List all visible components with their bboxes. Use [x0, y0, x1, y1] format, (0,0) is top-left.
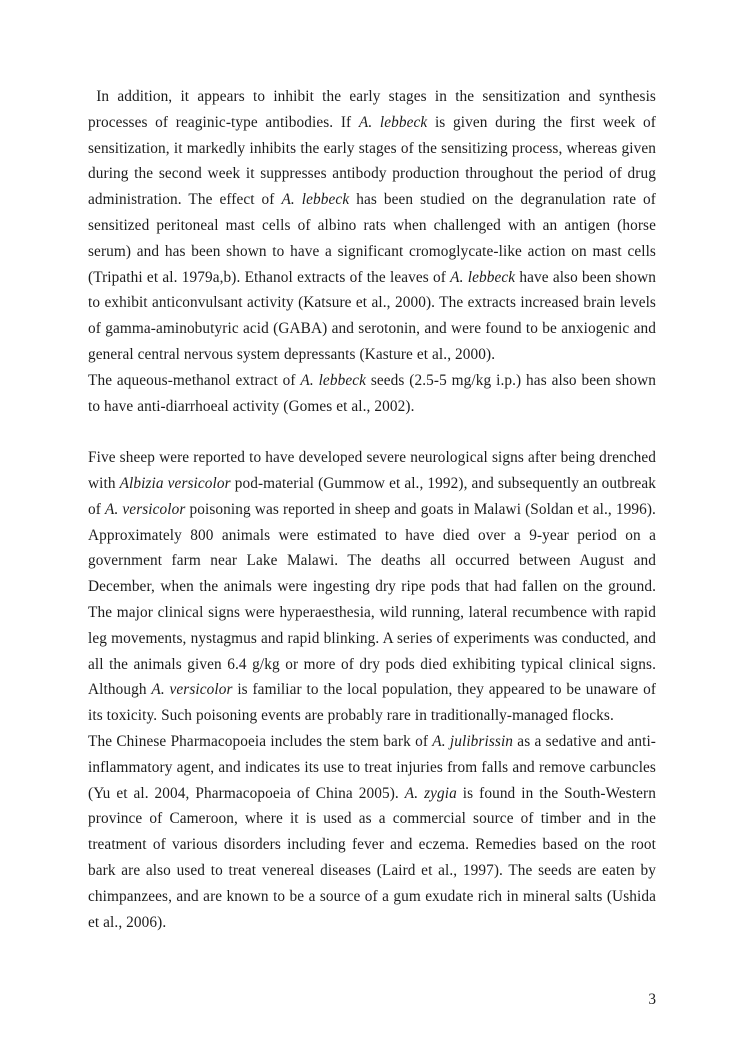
paragraph-2	[88, 368, 660, 420]
body-text: is given during the first week of sensitization, it markedly inhibits the early stages of the sensitizing process, whereas given during the second week it suppresses antibody production throughout the period of drug administration. The effect of	[88, 113, 660, 209]
species-name: A. lebbeck	[300, 371, 366, 389]
body-text: is found in the South-Western province of Cameroon, where it is used as a commercial source of timber and in the treatment of various disorders including fever and eczema. Remedies based on the root bark are also used to treat venereal diseases (Laird et al., 1997). The seeds are eaten by chimpanzees, and are known to be a source of a gum exudate rich in mineral salts (Ushida et al., 2006).	[88, 784, 660, 931]
body-text: is familiar to the local population, they appeared to be unaware of its toxicity. Such poisoning events are probably rare in traditionally-managed flocks.	[88, 681, 660, 725]
body-text: as a sedative and anti-inflammatory agent, and indicates its use to treat injuries from falls and remove carbuncles (Yu et al. 2004, Pharmacopoeia of China 2005).	[88, 732, 660, 802]
document-body	[88, 84, 660, 935]
body-text: has been studied on the degranulation rate of sensitized peritoneal mast cells of albino rats when challenged with an antigen (horse serum) and has been shown to have a significant cromoglycate-like action on mast cells (Tripathi et al. 1979a,b). Ethanol extracts of the leaves of	[88, 191, 660, 286]
species-name: A. julibrissin	[432, 732, 514, 750]
paragraph-3	[88, 445, 660, 729]
species-name: Albizia versicolor	[119, 474, 231, 492]
paragraph-4	[88, 729, 660, 935]
body-text: poisoning was reported in sheep and goats in Malawi (Soldan et al., 1996). Approximately 800 animals were estimated to have died over a 9-year period on a government farm near Lake Malawi. The deaths all occurred between August and December, when the animals were ingesting dry ripe pods that had fallen on the ground. The major clinical signs were hyperaesthesia, wild running, lateral recumbence with rapid leg movements, nystagmus and rapid blinking. A series of experiments was conducted, and all the animals given 6.4 g/kg or more of dry pods died exhibiting typical clinical signs. Although	[88, 500, 660, 699]
body-text: The Chinese Pharmacopoeia includes the stem bark of	[88, 732, 433, 750]
species-name: A. zygia	[404, 784, 457, 802]
body-text: In addition, it appears to inhibit the early stages in the sensitization and synthesis processes of reaginic-type antibodies. If	[88, 88, 660, 131]
body-text: seeds (2.5-5 mg/kg i.p.) has also been shown to have anti-diarrhoeal activity (Gomes et al., 2002).	[88, 371, 660, 415]
blank-line	[88, 419, 656, 445]
species-name: A. lebbeck	[450, 268, 516, 286]
species-name: A. versicolor	[151, 681, 233, 699]
body-text: Five sheep were reported to have developed severe neurological signs after being drenched with	[88, 449, 660, 492]
species-name: A. lebbeck	[358, 113, 428, 131]
body-text: pod-material (Gummow et al., 1992), and subsequently an outbreak of	[88, 474, 660, 518]
body-text: have also been shown to exhibit anticonvulsant activity (Katsure et al., 2000). The extracts increased brain levels of gamma-aminobutyric acid (GABA) and serotonin, and were found to be anxiogenic and general central nervous system depressants (Kasture et al., 2000).	[88, 268, 660, 363]
species-name: A. lebbeck	[281, 191, 350, 209]
species-name: A. versicolor	[105, 500, 186, 518]
paragraph-1	[88, 84, 660, 368]
page-number: 3	[648, 991, 656, 1008]
body-text: The aqueous-methanol extract of	[88, 371, 301, 389]
